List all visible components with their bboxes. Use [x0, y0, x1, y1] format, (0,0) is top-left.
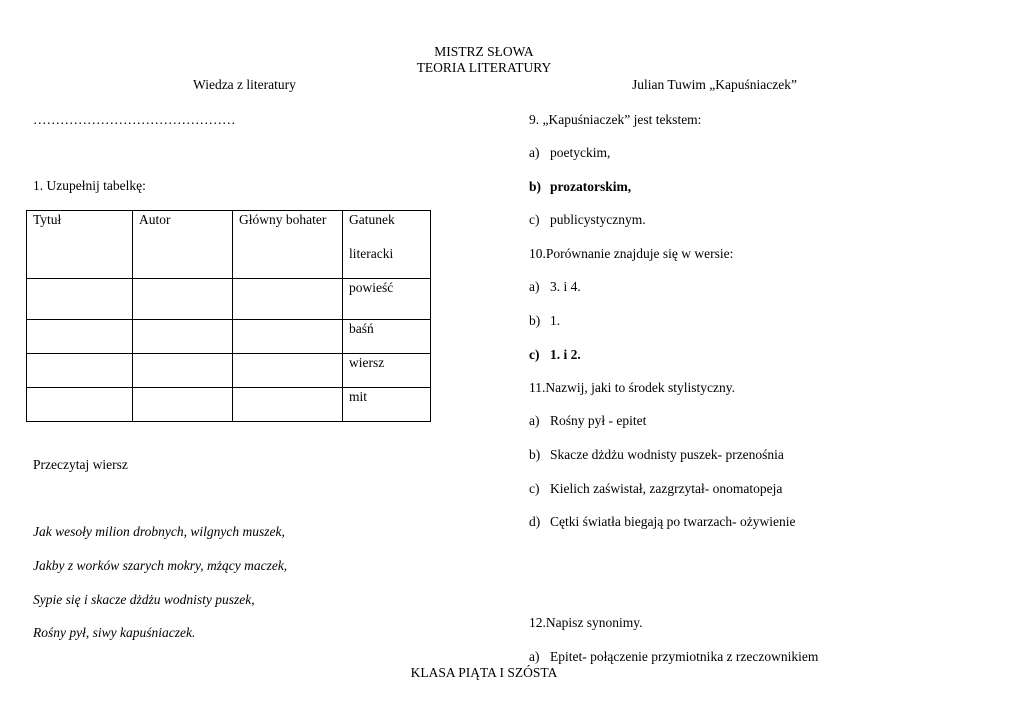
table-row	[27, 279, 431, 320]
q11-option-c-letter: c)	[529, 481, 540, 496]
table-cell-hero[interactable]	[233, 279, 343, 320]
table-cell-title[interactable]	[27, 279, 133, 320]
q12-option-a-letter: a)	[529, 649, 540, 664]
q10-option-b-text: 1.	[550, 313, 561, 328]
q9-option-b	[529, 179, 631, 195]
q11-option-d-letter: d)	[529, 514, 541, 529]
table-row	[27, 388, 431, 422]
q10-option-a-text: 3. i 4.	[550, 279, 581, 294]
task1-label: 1. Uzupełnij tabelkę:	[33, 178, 146, 193]
table-cell-genre	[343, 279, 431, 320]
table-cell-author[interactable]	[133, 354, 233, 388]
table-header-hero-text: Główny bohater	[239, 212, 327, 227]
q10-option-b-letter: b)	[529, 313, 541, 328]
table-cell-hero[interactable]	[233, 388, 343, 422]
poem-line-1: Jak wesoły milion drobnych, wilgnych muszek,	[33, 524, 285, 539]
q10-option-c-letter: c)	[529, 347, 540, 362]
q11-option-a-text: Rośny pył - epitet	[550, 413, 647, 428]
poem-line-3: Sypie się i skacze dżdżu wodnisty puszek,	[33, 592, 255, 607]
literature-table	[26, 210, 431, 422]
q10-question: 10.Porównanie znajduje się w wersie:	[529, 246, 734, 261]
right-section-heading: Julian Tuwim „Kapuśniaczek”	[632, 77, 797, 92]
q11-option-d-text: Cętki światła biegają po twarzach- ożywienie	[550, 514, 796, 529]
table-cell-author[interactable]	[133, 388, 233, 422]
q12-question: 12.Napisz synonimy.	[529, 615, 643, 630]
table-header-author-text: Autor	[139, 212, 171, 227]
q9-option-c	[529, 212, 646, 228]
table-cell-author[interactable]	[133, 279, 233, 320]
table-cell-title[interactable]	[27, 388, 133, 422]
q11-option-a	[529, 413, 646, 429]
table-header-genre	[343, 211, 431, 279]
q11-option-d	[529, 514, 796, 530]
q9-question: 9. „Kapuśniaczek” jest tekstem:	[529, 112, 702, 127]
q12-option-a	[529, 649, 818, 665]
q9-option-a-text: poetyckim,	[550, 145, 611, 160]
table-cell-title[interactable]	[27, 354, 133, 388]
q9-option-a-letter: a)	[529, 145, 540, 160]
table-row	[27, 320, 431, 354]
page-subtitle: TEORIA LITERATURY	[416, 60, 552, 75]
table-header-genre-text-2: literacki	[349, 246, 394, 261]
q9-option-c-letter: c)	[529, 212, 540, 227]
q11-option-b-letter: b)	[529, 447, 541, 462]
table-cell-genre	[343, 388, 431, 422]
left-section-heading: Wiedza z literatury	[193, 77, 296, 92]
genre-poem: wiersz	[349, 355, 385, 370]
table-cell-hero[interactable]	[233, 354, 343, 388]
name-line: ………………………………………	[33, 112, 236, 127]
q9-option-b-letter: b)	[529, 179, 542, 194]
table-header-author	[133, 211, 233, 279]
table-cell-title[interactable]	[27, 320, 133, 354]
poem-instruction: Przeczytaj wiersz	[33, 457, 128, 472]
table-header-title-text: Tytuł	[33, 212, 62, 227]
q11-option-b	[529, 447, 784, 463]
table-header-title	[27, 211, 133, 279]
q9-option-c-text: publicystycznym.	[550, 212, 646, 227]
q9-option-a	[529, 145, 610, 161]
table-header-row	[27, 211, 431, 279]
q10-option-c	[529, 347, 581, 363]
q11-option-a-letter: a)	[529, 413, 540, 428]
table-header-genre-text: Gatunek	[349, 212, 395, 227]
q12-option-a-text: Epitet- połączenie przymiotnika z rzeczownikiem	[550, 649, 819, 664]
table-cell-author[interactable]	[133, 320, 233, 354]
table-cell-genre	[343, 354, 431, 388]
q11-question: 11.Nazwij, jaki to środek stylistyczny.	[529, 380, 735, 395]
genre-myth: mit	[349, 389, 368, 404]
poem-line-4: Rośny pył, siwy kapuśniaczek.	[33, 625, 196, 640]
q9-option-b-text: prozatorskim,	[550, 179, 632, 194]
q11-option-c-text: Kielich zaświstał, zazgrzytał- onomatopeja	[550, 481, 783, 496]
table-cell-genre	[343, 320, 431, 354]
q10-option-a-letter: a)	[529, 279, 540, 294]
q10-option-c-text: 1. i 2.	[550, 347, 581, 362]
q11-option-b-text: Skacze dżdżu wodnisty puszek- przenośnia	[550, 447, 784, 462]
table-header-hero	[233, 211, 343, 279]
genre-novel: powieść	[349, 280, 394, 295]
q10-option-a	[529, 279, 581, 295]
table-row	[27, 354, 431, 388]
genre-fairy-tale: baśń	[349, 321, 374, 336]
q10-option-b	[529, 313, 560, 329]
q11-option-c	[529, 481, 782, 497]
poem-line-2: Jakby z worków szarych mokry, mżący maczek,	[33, 558, 288, 573]
footer-class: KLASA PIĄTA I SZÓSTA	[410, 665, 558, 680]
table-cell-hero[interactable]	[233, 320, 343, 354]
page-title: MISTRZ SŁOWA	[434, 44, 534, 59]
